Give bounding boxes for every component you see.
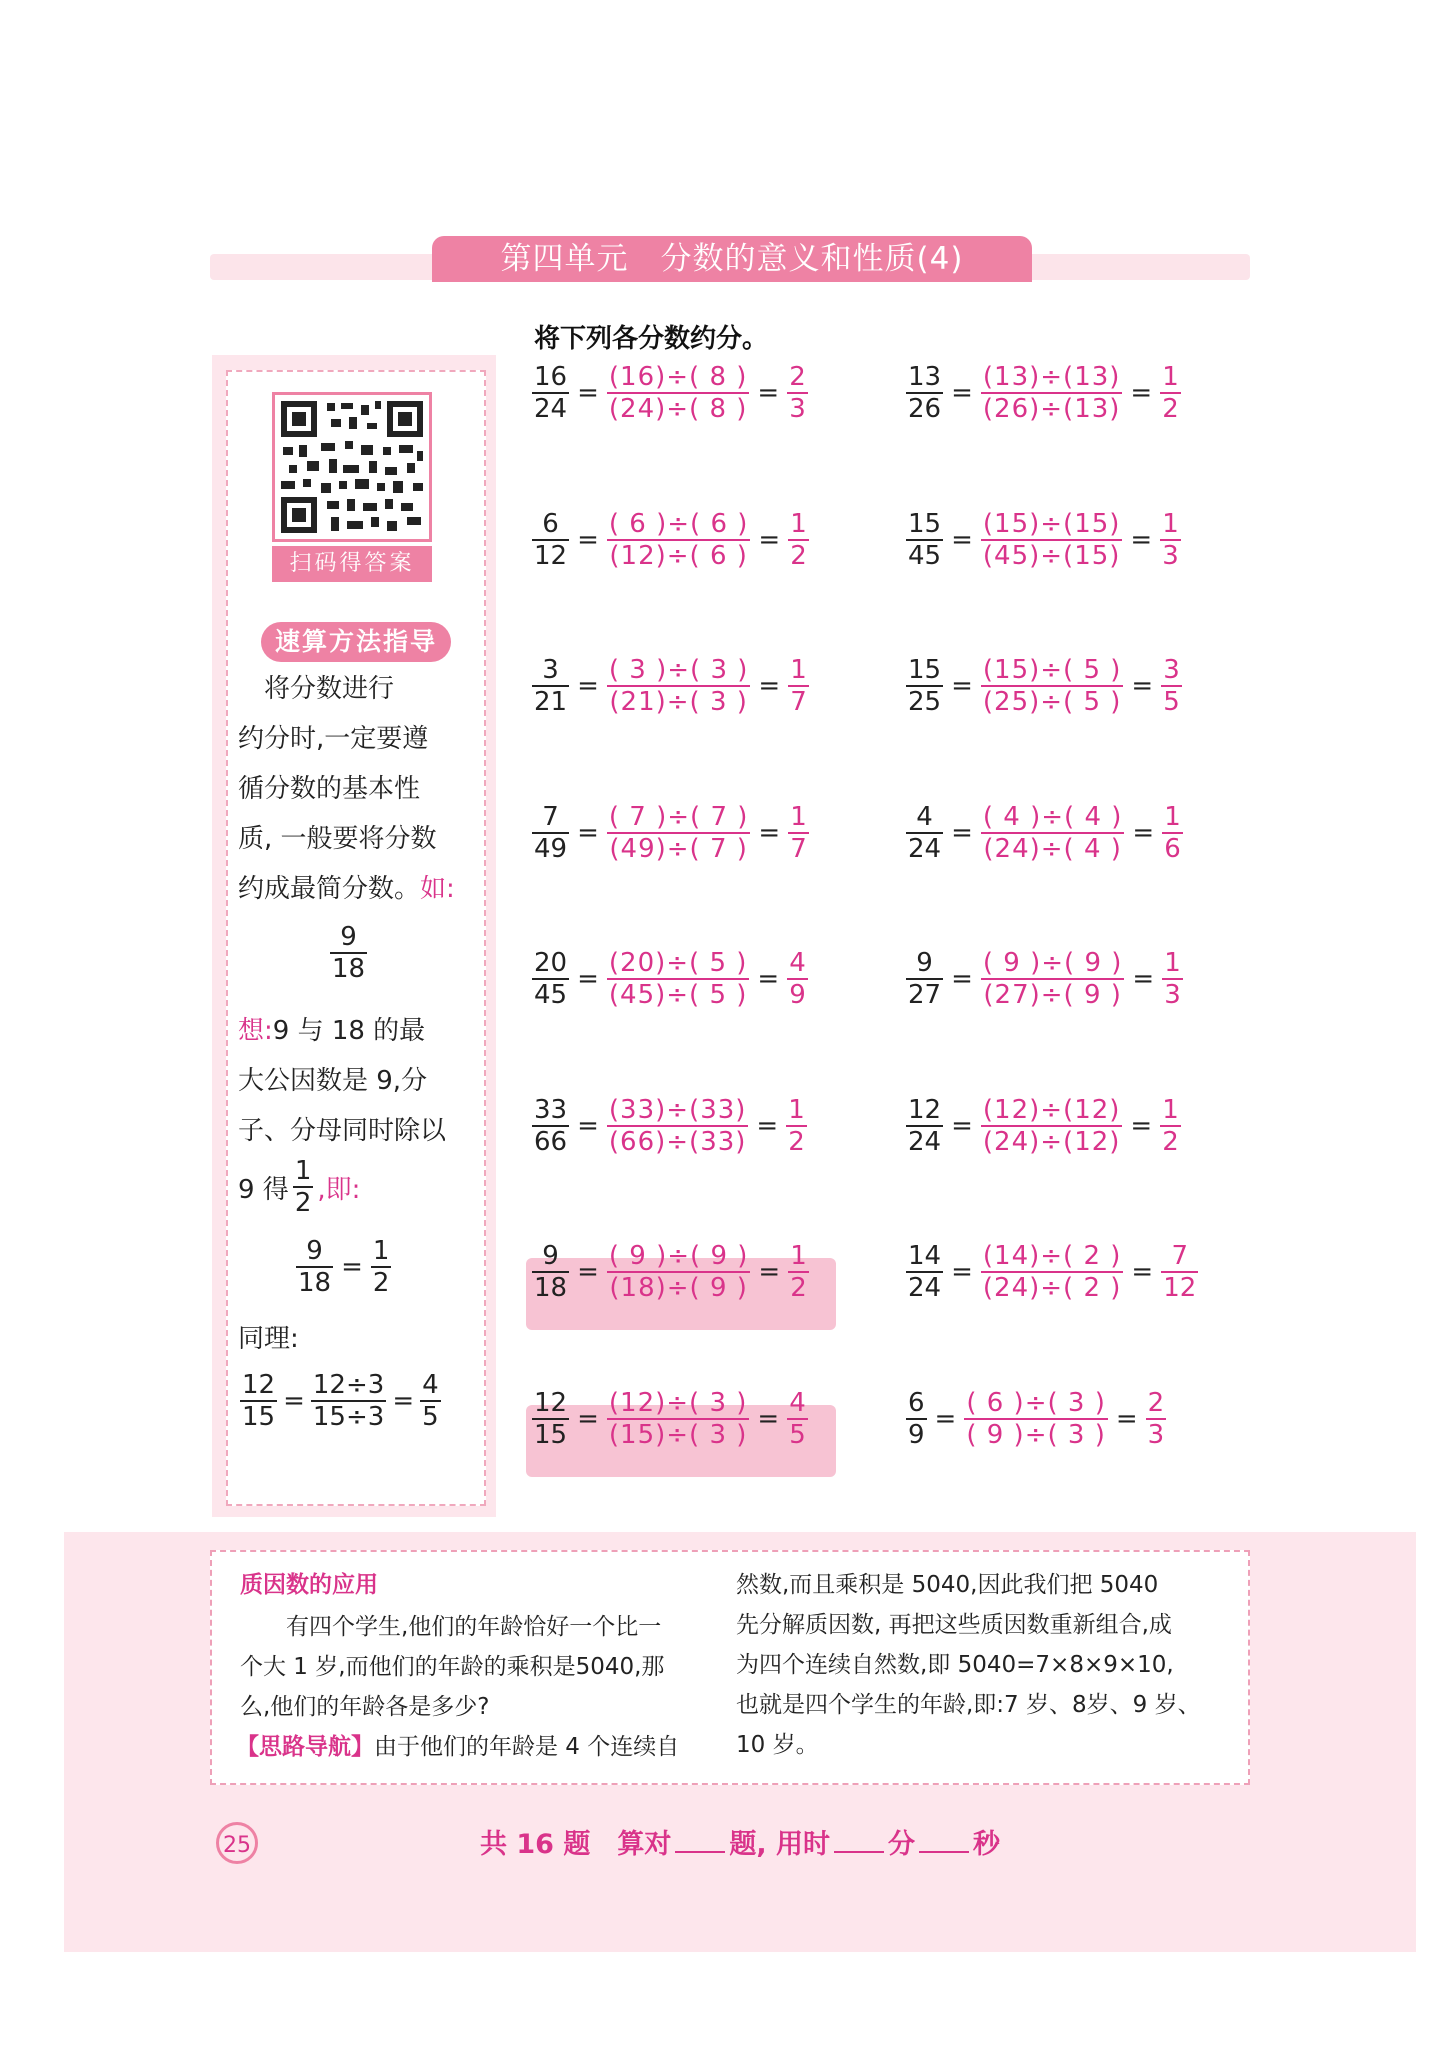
denominator: 2: [790, 1273, 807, 1303]
qr-code-label: 扫码得答案: [272, 546, 432, 582]
denominator: 66: [534, 1126, 568, 1157]
given-fraction: [532, 655, 569, 717]
numerator: 1: [790, 801, 807, 832]
numerator: (15)÷(15): [982, 508, 1121, 539]
fraction-problem: [532, 360, 808, 426]
footer-text: 秒: [973, 1829, 1001, 1860]
denominator: 9: [789, 980, 806, 1010]
instruction: 将下列各分数约分。: [534, 324, 769, 354]
equals-sign: =: [951, 964, 973, 994]
denominator: 24: [534, 394, 568, 424]
equals-sign: =: [577, 671, 599, 701]
equals-sign: =: [951, 817, 973, 848]
numerator: 20: [534, 948, 568, 978]
example-fraction: [330, 922, 367, 984]
denominator: 18: [332, 954, 366, 984]
numerator: (14)÷( 2 ): [982, 1241, 1122, 1271]
equals-sign: =: [577, 524, 599, 555]
equals-sign: =: [577, 817, 599, 848]
work-fraction[interactable]: [981, 362, 1123, 424]
numerator: 1: [790, 655, 807, 685]
denominator: 15: [534, 1419, 568, 1450]
equals-sign: =: [756, 1110, 779, 1141]
equals-sign: =: [577, 964, 599, 994]
fraction-problem: [906, 360, 1181, 426]
given-fraction: [532, 1095, 569, 1157]
given-fraction: [906, 362, 943, 424]
hint-text: 由于他们的年龄是 4 个连续自: [374, 1734, 680, 1760]
answer-fraction[interactable]: [788, 509, 809, 571]
answer-fraction[interactable]: [1146, 1388, 1167, 1450]
work-fraction[interactable]: [607, 655, 751, 717]
denominator: 2: [790, 540, 807, 571]
work-fraction[interactable]: [981, 948, 1125, 1010]
work-fraction[interactable]: [607, 1241, 751, 1303]
denominator: (27)÷( 9 ): [983, 980, 1122, 1010]
equals-sign: =: [951, 671, 973, 701]
unit-title: 第四单元 分数的意义和性质(4): [432, 236, 1032, 282]
answer-fraction[interactable]: [787, 1388, 808, 1450]
answer-fraction[interactable]: [1160, 509, 1181, 571]
equals-sign: =: [1131, 1257, 1154, 1287]
equals-sign: =: [1130, 378, 1153, 408]
footer-text: 分: [888, 1829, 916, 1860]
numerator: 15: [908, 655, 942, 685]
given-fraction: [906, 1095, 943, 1157]
story-line: 有四个学生,他们的年龄恰好一个比一: [240, 1614, 662, 1640]
given-fraction: [532, 362, 569, 424]
numerator: 14: [908, 1241, 942, 1271]
given-fraction: [906, 1388, 927, 1450]
numerator: 1: [1164, 948, 1181, 978]
equals-sign: =: [758, 1257, 781, 1287]
equals-sign: =: [1132, 817, 1155, 848]
equals-sign: =: [1130, 524, 1153, 555]
work-fraction[interactable]: [607, 802, 751, 864]
denominator: (21)÷( 3 ): [609, 687, 748, 717]
denominator: (24)÷( 8 ): [608, 394, 748, 424]
answer-fraction[interactable]: [1160, 362, 1181, 424]
story-line: 也就是四个学生的年龄,即:7 岁、8岁、9 岁、: [736, 1692, 1201, 1718]
denominator: (45)÷( 5 ): [608, 980, 748, 1010]
denominator: 2: [788, 1126, 805, 1157]
story-line: [236, 1728, 679, 1761]
answer-fraction[interactable]: [786, 1095, 807, 1157]
equals-sign: =: [758, 817, 781, 848]
minutes-blank[interactable]: [834, 1851, 884, 1853]
answer-fraction[interactable]: [1161, 1241, 1198, 1303]
fraction-problem: [906, 946, 1183, 1012]
tip-line: 循分数的基本性: [238, 774, 421, 804]
denominator: (26)÷(13): [982, 394, 1121, 424]
answer-fraction[interactable]: [1162, 802, 1183, 864]
denominator: (66)÷(33): [608, 1126, 747, 1157]
denominator: 2: [1162, 1126, 1179, 1157]
equals-sign: =: [951, 1110, 973, 1141]
fraction-problem: [906, 800, 1183, 866]
answer-fraction[interactable]: [1161, 655, 1182, 717]
answer-fraction[interactable]: [1160, 1095, 1181, 1157]
denominator: 26: [908, 394, 942, 424]
given-fraction: [906, 655, 943, 717]
equals-sign: =: [758, 671, 781, 701]
numerator: 16: [534, 362, 568, 392]
equals-sign: =: [951, 1257, 973, 1287]
equals-sign: =: [757, 1403, 780, 1434]
numerator: 6: [908, 1387, 925, 1418]
denominator: 18: [534, 1273, 568, 1303]
equals-sign: =: [1115, 1403, 1138, 1434]
denominator: 7: [790, 687, 807, 717]
story-line: 个大 1 岁,而他们的年龄的乘积是5040,那: [240, 1654, 665, 1680]
box-title: 质因数的应用: [240, 1572, 378, 1598]
numerator: 3: [542, 655, 559, 685]
numerator: 4: [789, 1387, 806, 1418]
equals-sign: =: [577, 1110, 599, 1141]
equals-sign: =: [577, 1257, 599, 1287]
score-footer: [480, 1822, 1000, 1861]
numerator: 6: [542, 508, 559, 539]
numerator: 4: [789, 948, 806, 978]
ji-label: ,即:: [317, 1174, 361, 1205]
seconds-blank[interactable]: [919, 1851, 969, 1853]
story-line: 10 岁。: [736, 1732, 819, 1758]
numerator: (12)÷( 3 ): [608, 1387, 748, 1418]
fraction-problem: [532, 1093, 807, 1159]
given-fraction: [906, 509, 943, 571]
denominator: 24: [908, 1273, 942, 1303]
denominator: 24: [908, 833, 942, 864]
given-fraction: [532, 509, 569, 571]
denominator: 2: [294, 1188, 312, 1218]
numerator: 9: [306, 1236, 323, 1266]
denominator: (18)÷( 9 ): [609, 1273, 748, 1303]
think-text: 9 与 18 的最: [272, 1016, 426, 1046]
think-text: 9 得: [238, 1174, 289, 1205]
given-fraction: [906, 948, 943, 1010]
hint-label: 【思路导航】: [236, 1734, 374, 1760]
denominator: 45: [534, 980, 568, 1010]
page-number: 25: [216, 1822, 258, 1864]
numerator: 15: [908, 508, 942, 539]
given-fraction: [532, 948, 569, 1010]
numerator: 1: [294, 1156, 312, 1186]
denominator: (15)÷( 3 ): [608, 1419, 748, 1450]
denominator: 21: [534, 687, 568, 717]
numerator: 2: [789, 362, 806, 392]
think-line: 子、分母同时除以: [238, 1116, 447, 1146]
tip-line: 将分数进行: [238, 674, 395, 704]
numerator: (16)÷( 8 ): [608, 362, 748, 392]
denominator: (49)÷( 7 ): [609, 833, 748, 864]
denominator: 15: [242, 1402, 276, 1432]
numerator: 2: [1147, 1387, 1165, 1418]
tip-line: 质, 一般要将分数: [238, 824, 437, 854]
numerator: 4: [422, 1370, 439, 1400]
denominator: 5: [789, 1419, 806, 1450]
fraction-problem: [532, 1386, 808, 1452]
qr-code-icon[interactable]: [272, 392, 432, 542]
numerator: 7: [542, 801, 559, 832]
example-label: 如:: [420, 874, 455, 904]
equals-sign: =: [577, 378, 599, 408]
story-line: 先分解质因数, 再把这些质因数重新组合,成: [736, 1612, 1172, 1638]
numerator: (20)÷( 5 ): [608, 948, 748, 978]
fraction-problem: [906, 507, 1181, 573]
numerator: 7: [1171, 1241, 1189, 1271]
denominator: 25: [908, 687, 942, 717]
numerator: 4: [916, 801, 933, 832]
work-fraction[interactable]: [981, 509, 1123, 571]
fraction-problem: [532, 800, 809, 866]
equals-sign: =: [757, 964, 780, 994]
answer-fraction[interactable]: [787, 948, 808, 1010]
example-2: $\frac{12}{15}$ = $\frac{12\div 3}{15\div 3}$ = $\frac{4}{5}$: [242, 1370, 439, 1432]
equals-sign: =: [1132, 964, 1155, 994]
numerator: 13: [908, 362, 942, 392]
fraction-problem: [532, 653, 809, 719]
tip-line: [238, 868, 455, 905]
numerator: 12: [908, 1094, 942, 1125]
denominator: 3: [1164, 980, 1181, 1010]
numerator: 1: [788, 1094, 805, 1125]
numerator: 12: [534, 1387, 568, 1418]
think-line: [238, 1156, 360, 1218]
fraction-problem: [532, 1239, 809, 1305]
denominator: 15÷3: [312, 1402, 385, 1432]
numerator: 12: [242, 1370, 276, 1400]
think-line: 大公因数是 9,分: [238, 1066, 428, 1096]
denominator: 9: [908, 1419, 925, 1450]
numerator: 1: [1164, 801, 1181, 832]
numerator: ( 9 )÷( 9 ): [608, 1241, 749, 1271]
tongli-label: 同理:: [238, 1324, 299, 1354]
denominator: 12: [1163, 1273, 1197, 1303]
numerator: 9: [542, 1241, 559, 1271]
denominator: (24)÷( 2 ): [982, 1273, 1122, 1303]
tip-line-text: 约成最简分数。: [238, 874, 421, 904]
equals-sign: =: [577, 1403, 599, 1434]
equals-sign: =: [951, 378, 973, 408]
work-fraction[interactable]: [607, 1095, 749, 1157]
given-fraction: [532, 1388, 569, 1450]
equals-sign: =: [1131, 671, 1154, 701]
denominator: 2: [1162, 394, 1179, 424]
answer-fraction[interactable]: [788, 802, 809, 864]
equals-sign: =: [758, 524, 781, 555]
correct-count-blank[interactable]: [675, 1851, 725, 1853]
equals-sign: =: [757, 378, 780, 408]
denominator: 24: [908, 1126, 942, 1157]
work-fraction[interactable]: [607, 1388, 750, 1450]
numerator: ( 9 )÷( 9 ): [982, 948, 1123, 978]
equals-sign: =: [1130, 1110, 1153, 1141]
given-fraction: [906, 1241, 943, 1303]
equals-sign: =: [934, 1403, 957, 1434]
fraction-problem: [906, 1239, 1198, 1305]
story-line: 么,他们的年龄各是多少?: [240, 1694, 490, 1720]
denominator: 2: [372, 1268, 390, 1298]
think-label: 想:: [238, 1016, 273, 1046]
denominator: (24)÷( 4 ): [983, 833, 1122, 864]
denominator: 6: [1164, 833, 1181, 864]
denominator: 3: [1162, 540, 1179, 571]
footer-text: 共 16 题 算对: [480, 1829, 672, 1860]
numerator: (13)÷(13): [982, 362, 1121, 392]
work-fraction[interactable]: [981, 802, 1125, 864]
answer-fraction[interactable]: [1162, 948, 1183, 1010]
numerator: (33)÷(33): [608, 1094, 747, 1125]
work-fraction[interactable]: [607, 509, 751, 571]
numerator: ( 4 )÷( 4 ): [982, 801, 1123, 832]
denominator: 12: [534, 540, 568, 571]
denominator: 7: [790, 833, 807, 864]
numerator: 1: [372, 1236, 390, 1266]
work-fraction[interactable]: [607, 362, 750, 424]
denominator: 27: [908, 980, 942, 1010]
denominator: (45)÷(15): [982, 540, 1121, 571]
work-fraction[interactable]: [981, 1095, 1123, 1157]
example-equation: $\frac{9}{18}$ = $\frac{1}{2}$: [298, 1236, 390, 1298]
tips-title-text: 速算方法指导: [261, 622, 451, 662]
story-line: 然数,而且乘积是 5040,因此我们把 5040: [736, 1572, 1159, 1598]
numerator: (12)÷(12): [982, 1094, 1121, 1125]
fraction-problem: [532, 946, 808, 1012]
given-fraction: [532, 1241, 569, 1303]
answer-fraction[interactable]: [787, 362, 808, 424]
denominator: (25)÷( 5 ): [982, 687, 1122, 717]
fraction-problem: [906, 653, 1182, 719]
given-fraction: [906, 802, 943, 864]
numerator: ( 6 )÷( 6 ): [608, 508, 749, 539]
denominator: 3: [1147, 1419, 1165, 1450]
footer-text: 题, 用时: [729, 1829, 831, 1860]
denominator: (12)÷( 6 ): [609, 540, 748, 571]
tips-title: [246, 622, 466, 662]
fraction-problem: [906, 1093, 1181, 1159]
given-fraction: [532, 802, 569, 864]
denominator: 49: [534, 833, 568, 864]
answer-fraction[interactable]: [788, 655, 809, 717]
denominator: 3: [789, 394, 806, 424]
denominator: 5: [1163, 687, 1180, 717]
numerator: 1: [790, 508, 807, 539]
numerator: 9: [340, 922, 357, 952]
work-fraction[interactable]: [964, 1388, 1108, 1450]
denominator: 18: [298, 1268, 332, 1298]
work-fraction[interactable]: [981, 1241, 1124, 1303]
numerator: 1: [1162, 362, 1179, 392]
fraction-problem: [532, 507, 809, 573]
think-line: [238, 1010, 425, 1047]
numerator: 33: [534, 1094, 568, 1125]
numerator: ( 6 )÷( 3 ): [966, 1387, 1106, 1418]
denominator: (24)÷(12): [982, 1126, 1121, 1157]
work-fraction[interactable]: [607, 948, 750, 1010]
numerator: 1: [790, 1241, 807, 1271]
denominator: ( 9 )÷( 3 ): [966, 1419, 1106, 1450]
equals-sign: =: [951, 524, 973, 555]
denominator: 45: [908, 540, 942, 571]
numerator: 12÷3: [312, 1370, 385, 1400]
story-line: 为四个连续自然数,即 5040=7×8×9×10,: [736, 1652, 1174, 1678]
work-fraction[interactable]: [981, 655, 1124, 717]
tip-line: 约分时,一定要遵: [238, 724, 429, 754]
numerator: (15)÷( 5 ): [982, 655, 1122, 685]
numerator: 3: [1163, 655, 1180, 685]
numerator: ( 7 )÷( 7 ): [608, 801, 749, 832]
fraction-problem: [906, 1386, 1166, 1452]
answer-fraction[interactable]: [788, 1241, 809, 1303]
numerator: 1: [1162, 1094, 1179, 1125]
numerator: 9: [916, 948, 933, 978]
numerator: 1: [1162, 508, 1179, 539]
numerator: ( 3 )÷( 3 ): [608, 655, 749, 685]
denominator: 5: [422, 1402, 439, 1432]
